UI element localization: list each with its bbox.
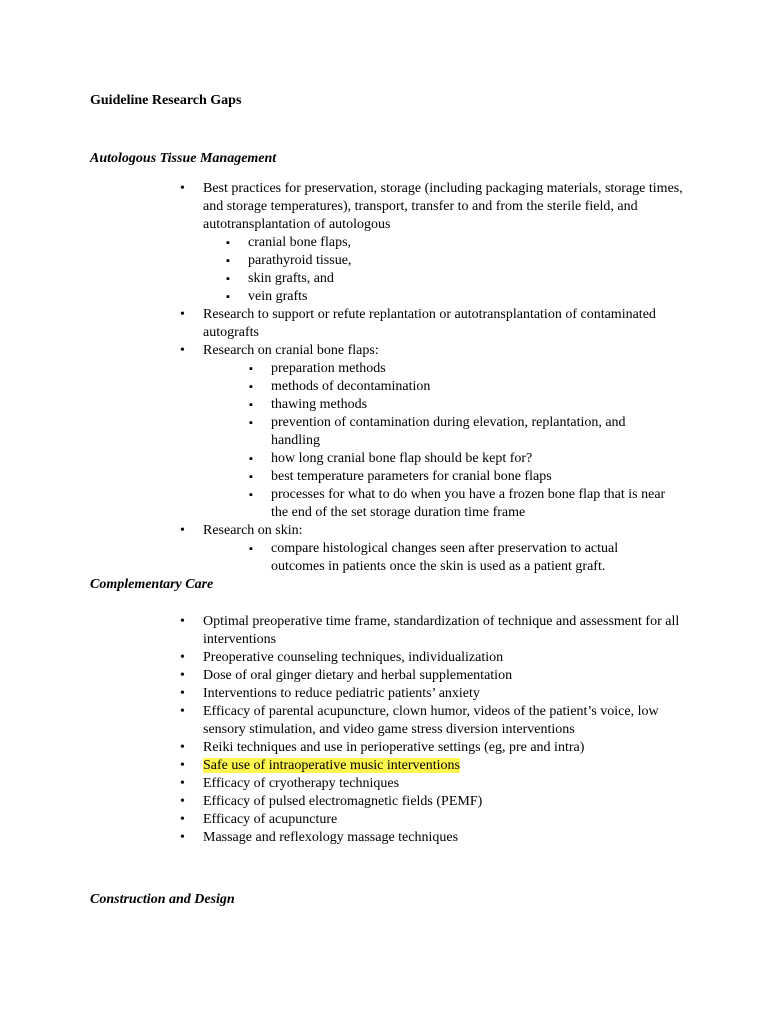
sub-list-item: ▪ skin grafts, and: [0, 270, 688, 288]
autologous-list: [0, 180, 688, 576]
sub-list-item: ▪ vein grafts: [0, 288, 688, 306]
list-item: • Efficacy of cryotherapy techniques: [0, 775, 683, 793]
list-item: • Dose of oral ginger dietary and herbal supplementation: [0, 667, 683, 685]
section-heading-construction: Construction and Design: [90, 892, 235, 907]
list-item: • Optimal preoperative time frame, standardization of technique and assessment for all interventions: [0, 613, 683, 649]
list-item: • Research to support or refute replantation or autotransplantation of contaminated autografts: [0, 306, 683, 342]
list-item: • Best practices for preservation, storage (including packaging materials, storage times, and storage temperatures), transport, transfer to and from the sterile field, and autotransplantation of autologous: [0, 180, 683, 234]
list-item: • Research on cranial bone flaps:: [0, 342, 683, 360]
list-item: • Massage and reflexology massage techniques: [0, 829, 683, 847]
complementary-list: [0, 613, 683, 847]
list-item-highlighted: [0, 757, 683, 775]
sub-list-item: ▪ thawing methods: [0, 396, 671, 414]
section-heading-autologous: Autologous Tissue Management: [90, 151, 277, 166]
sub-list-item: ▪ processes for what to do when you have a frozen bone flap that is near the end of the set storage duration time frame: [0, 486, 671, 522]
sub-list-item: ▪ compare histological changes seen after preservation to actual outcomes in patients once the skin is used as a patient graft.: [0, 540, 671, 576]
sub-list-item: ▪ prevention of contamination during elevation, replantation, and handling: [0, 414, 671, 450]
highlighted-text: Safe use of intraoperative music interventions: [203, 758, 460, 773]
list-item: • Efficacy of pulsed electromagnetic fields (PEMF): [0, 793, 683, 811]
section-heading-complementary: Complementary Care: [90, 577, 214, 592]
sub-list-item: ▪ cranial bone flaps,: [0, 234, 688, 252]
sub-list-item: ▪ parathyroid tissue,: [0, 252, 688, 270]
list-item: • Research on skin:: [0, 522, 683, 540]
list-item: • Reiki techniques and use in perioperative settings (eg, pre and intra): [0, 739, 683, 757]
sub-list-item: ▪ how long cranial bone flap should be kept for?: [0, 450, 671, 468]
page-title: Guideline Research Gaps: [90, 93, 242, 108]
list-item: • Efficacy of parental acupuncture, clown humor, videos of the patient’s voice, low sensory stimulation, and video game stress diversion interventions: [0, 703, 683, 739]
list-item: • Preoperative counseling techniques, individualization: [0, 649, 683, 667]
sub-list-item: ▪ preparation methods: [0, 360, 671, 378]
sub-list-item: ▪ best temperature parameters for cranial bone flaps: [0, 468, 671, 486]
list-item: • Efficacy of acupuncture: [0, 811, 683, 829]
list-item: • Interventions to reduce pediatric patients’ anxiety: [0, 685, 683, 703]
sub-list-item: ▪ methods of decontamination: [0, 378, 671, 396]
